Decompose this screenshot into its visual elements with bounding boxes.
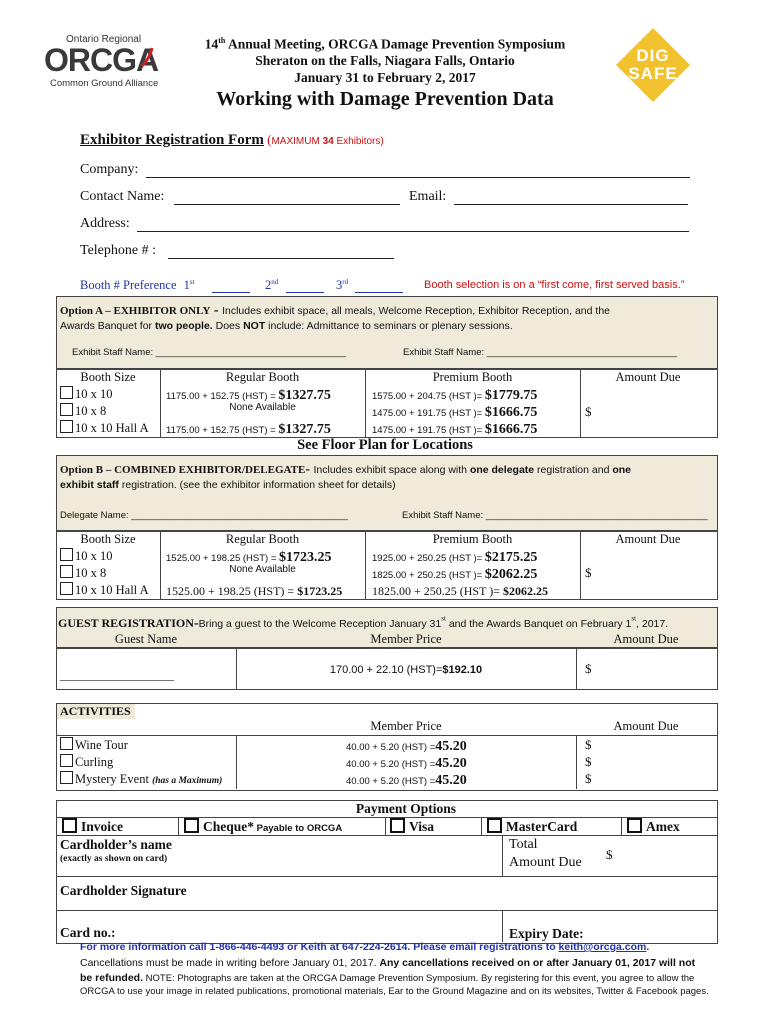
option-b-desc-2 [60,479,396,491]
meeting-sup: th [218,36,226,45]
dig-safe-line2: SAFE [628,64,678,83]
address-field[interactable] [137,231,689,232]
booth-pref-1-field[interactable] [212,292,250,293]
booth-size: 10 x 10 [75,387,113,401]
activity-note: (has a Maximum) [152,776,223,786]
prem-price-calc: 1475.00 + 191.75 (HST )= [372,425,485,436]
activity-price-total: 45.20 [435,739,467,754]
option-a-col-premium: Premium Booth [432,370,513,384]
checkbox[interactable] [60,386,73,399]
guest-desc [58,614,668,632]
guest-col-amount: Amount Due [613,632,679,646]
footer-cancel-a: Cancellations must be made in writing before January 01, 2017. [80,957,380,969]
guest-col-price: Member Price [370,632,442,646]
option-b-dash: - [305,462,314,477]
prem-price-calc: 1825.00 + 250.25 (HST )= [372,584,503,598]
option-a-row-2 [60,403,106,419]
prem-price-total: $2062.25 [484,567,538,582]
meeting-number: 14 [204,36,219,52]
option-b-desc2b: registration. (see the exhibitor information sheet for details) [118,479,396,491]
first-num: 1 [183,278,190,293]
option-a-reg-3 [166,420,331,438]
cardholder-name-note: (exactly as shown on card) [60,854,168,864]
third-sup: rd [342,278,349,286]
footer-cancellation [80,957,695,969]
amex-checkbox[interactable] [627,818,642,833]
expiry-date-label: Expiry Date: [509,926,584,941]
option-b-label: Option B – COMBINED EXHIBITOR/DELEGATE [60,464,306,476]
checkbox[interactable] [60,582,73,595]
option-a-label: Option A – EXHIBITOR ONLY [60,305,211,317]
payment-cheque[interactable] [184,818,342,835]
form-heading-line [80,132,384,149]
prem-price-calc: 1925.00 + 250.25 (HST )= [372,553,485,564]
prem-price-calc: 1825.00 + 250.25 (HST )= [372,570,485,581]
reg-price-total: $1327.75 [278,388,331,403]
activity-curling [60,754,113,770]
option-a-desc1: Includes exhibit space, all meals, Welcome Reception, Exhibitor Reception, and the [222,305,610,317]
checkbox[interactable] [60,771,73,784]
checkbox[interactable] [60,403,73,416]
cardholder-name-field[interactable] [190,838,490,872]
reg-price-total: $1723.25 [297,584,343,598]
option-b-staff-field[interactable]: Exhibit Staff Name: __________________________________________ [402,510,708,521]
activity-name: Wine Tour [75,738,128,752]
reg-price-total: $1327.75 [278,422,331,437]
dig-safe-line1: DIG [636,46,670,65]
option-b-reg-2: None Available [229,564,296,575]
guest-label: GUEST REGISTRATION [58,616,194,630]
card-number-label: Card no.: [60,925,116,940]
option-b-col-amount: Amount Due [615,532,681,546]
activity-name: Mystery Event [75,772,153,786]
option-a-row-1 [60,386,113,402]
reg-price-calc: 1525.00 + 198.25 (HST) = [166,584,298,598]
max-open: ( [263,132,272,147]
guest-price-total: $192.10 [442,664,483,676]
meeting-rest: Annual Meeting, ORCGA Damage Prevention Symposium [225,36,566,52]
max-number: 34 [322,136,334,147]
activities-label: ACTIVITIES [60,704,131,718]
activity-name: Curling [75,755,114,769]
visa-checkbox[interactable] [390,818,405,833]
prem-price-calc: 1575.00 + 204.75 (HST )= [372,391,485,402]
first-sup: st [189,278,195,286]
prem-price-total: $1779.75 [484,388,538,403]
checkbox[interactable] [60,565,73,578]
activity-price-1 [346,737,467,755]
activity-amount-3[interactable]: $ [585,771,592,786]
option-a-desc2a: Awards Banquet for [60,320,155,332]
amex-label: Amex [646,819,680,834]
reg-price-calc: 1175.00 + 152.75 (HST) = [166,425,279,436]
checkbox[interactable] [60,754,73,767]
address-label: Address: [80,216,130,231]
logo-top-text: Ontario Regional [66,34,142,45]
footer-email-link[interactable]: keith@orcga.com [558,941,647,953]
cheque-checkbox[interactable] [184,818,199,833]
activity-price-calc: 40.00 + 5.20 (HST) = [346,759,436,770]
guest-price [236,660,576,678]
venue-line: Sheraton on the Falls, Niagara Falls, Ontario [255,53,515,68]
footer-info [80,941,649,953]
prem-price-total: $2175.25 [484,550,538,565]
max-close: Exhibitors) [333,136,384,147]
footer-photo-note: NOTE: Photographs are taken at the ORCGA Damage Prevention Symposium. By registering for this event, you agree to allow the [143,973,695,984]
option-a-desc-2 [60,320,513,332]
payment-title: Payment Options [355,801,457,816]
payment-visa[interactable] [390,818,434,835]
guest-desc-a: Bring a guest to the Welcome Reception January 31 [198,618,442,630]
checkbox[interactable] [60,420,73,433]
option-b-row-3 [60,582,149,598]
option-a-prem-3 [372,420,537,438]
activity-mystery [60,771,222,787]
footer-cancel-b: Any cancellations received on or after January 01, 2017 will not [379,957,696,969]
booth-size: 10 x 10 Hall A [75,583,149,597]
option-a-col-size: Booth Size [80,370,136,384]
guest-sup-2: st [631,614,637,623]
company-field[interactable] [146,177,690,178]
option-a-staff-2[interactable]: Exhibit Staff Name: ____________________________________ [403,347,677,358]
signature-label: Cardholder Signature [60,883,187,898]
footer-note-2: ORCGA to use your image in related publications, promotional materials, Ear to the Ground Magazine and on its websites, Twitter & Facebook pages. [80,986,709,997]
cardholder-name-label: Cardholder’s name [60,837,172,852]
activity-price-calc: 40.00 + 5.20 (HST) = [346,742,436,753]
meeting-line [160,36,610,53]
prem-price-calc: 1475.00 + 191.75 (HST )= [372,408,485,419]
third-num: 3 [336,278,343,293]
option-a-prem-2 [372,403,537,421]
option-a-desc2c: Does [212,320,244,332]
option-a-desc2b: two people. [154,320,213,332]
telephone-field[interactable] [168,258,394,259]
option-b-reg-3 [166,582,342,600]
cheque-note: Payable to ORCGA [254,823,343,834]
option-a-desc2d: NOT [243,320,266,332]
total-amount-field[interactable]: $ [606,847,613,862]
reg-price-calc: 1175.00 + 152.75 (HST) = [166,391,279,402]
visa-label: Visa [409,819,435,834]
activity-amount-1[interactable]: $ [585,737,592,752]
footer-info-end: . [646,941,650,953]
option-a-staff-1[interactable]: Exhibit Staff Name: ____________________________________ [72,347,346,358]
activity-price-calc: 40.00 + 5.20 (HST) = [346,776,436,787]
option-b-row-1 [60,548,113,564]
invoice-label: Invoice [81,819,123,834]
option-b-row-2 [60,565,106,581]
max-text: MAXIMUM [271,136,323,147]
company-label: Company: [80,162,139,177]
footer-info-text: For more information call 1-866-446-4493 or Keith at 647-224-2614. Please email registrations to [80,941,559,953]
delegate-name-field[interactable]: Delegate Name: _________________________________________ [60,510,348,521]
floor-plan-heading: See Floor Plan for Locations [297,437,473,453]
reg-price-calc: 1525.00 + 198.25 (HST) = [166,553,280,564]
option-b-desc1b: one delegate [469,464,535,476]
booth-size: 10 x 8 [75,404,107,418]
option-b-desc1c: registration and [534,464,613,476]
logo-swoosh-icon [140,46,154,68]
reg-price-total: $1723.25 [279,550,332,565]
logo-bottom-text: Common Ground Alliance [50,78,159,89]
footer-refund: be refunded. [80,972,144,984]
booth-pref-3-field[interactable] [355,292,403,293]
booth-pref-2-field[interactable] [286,292,324,293]
activity-price-total: 45.20 [435,773,467,788]
option-a-col-regular: Regular Booth [225,370,300,384]
prem-price-total: $1666.75 [484,405,538,420]
guest-desc-b: and the Awards Banquet on February 1 [445,618,632,630]
cheque-label: Cheque* [203,819,255,834]
form-heading: Exhibitor Registration Form [80,132,264,148]
second-num: 2 [265,278,272,293]
option-a-dash: - [210,303,223,318]
booth-note: Booth selection is on a “first come, first served basis.” [424,279,685,291]
option-b-col-regular: Regular Booth [225,532,300,546]
signature-field[interactable] [200,880,700,906]
orcga-logo [42,34,162,94]
option-a-prem-1 [372,386,537,404]
mastercard-checkbox[interactable] [487,818,502,833]
option-b-desc2a: exhibit staff [60,479,119,491]
booth-pref-label: Booth # Preference [80,278,177,293]
guest-col-name: Guest Name [114,632,178,646]
payment-mastercard[interactable] [487,818,577,835]
activity-wine-tour [60,737,128,753]
email-label: Email: [409,189,447,204]
second-sup: nd [271,278,279,286]
option-b-amount-due[interactable]: $ [585,565,592,580]
activity-price-total: 45.20 [435,756,467,771]
second-choice [265,278,278,293]
guest-dash: - [193,616,199,631]
total-label: Total [509,837,538,852]
prem-price-total: $1666.75 [484,422,538,437]
guest-price-calc: 170.00 + 22.10 (HST)= [329,664,443,676]
guest-amount-due[interactable]: $ [585,661,592,676]
mastercard-label: MasterCard [506,819,578,834]
amount-due-label: Amount Due [509,855,582,870]
booth-size: 10 x 10 [75,549,113,563]
option-b-desc1a: Includes exhibit space along with [313,464,470,476]
option-b-prem-1 [372,548,537,566]
option-b-desc1d: one [612,464,632,476]
prem-price-total: $2062.25 [502,584,548,598]
payment-amex[interactable] [627,818,680,835]
option-a-reg-2: None Available [229,402,296,413]
booth-size: 10 x 10 Hall A [75,421,149,435]
contact-label: Contact Name: [80,189,165,204]
option-b-prem-2 [372,565,537,583]
activities-col-amount: Amount Due [613,719,679,733]
checkbox[interactable] [60,737,73,750]
activity-price-3 [346,771,467,789]
telephone-label: Telephone # : [80,243,156,258]
option-a-desc2e: include: Admittance to seminars or plenary sessions. [265,320,513,332]
logo-main-text: ORCGA [44,42,159,78]
activity-price-2 [346,754,467,772]
card-number-field[interactable] [130,914,490,940]
checkbox[interactable] [60,548,73,561]
guest-desc-c: , 2017. [636,618,669,630]
option-a-row-3 [60,420,149,436]
booth-preference-row [80,278,195,293]
option-b-desc-1 [60,462,631,478]
payment-invoice[interactable] [62,818,123,835]
activity-amount-2[interactable]: $ [585,754,592,769]
option-b-col-premium: Premium Booth [432,532,513,546]
booth-size: 10 x 8 [75,566,107,580]
option-a-amount-due[interactable]: $ [585,404,592,419]
option-a-desc-1 [60,303,610,319]
dates-line: January 31 to February 2, 2017 [294,70,476,85]
invoice-checkbox[interactable] [62,818,77,833]
email-field[interactable] [454,204,688,205]
option-a-col-amount: Amount Due [615,370,681,384]
guest-name-field[interactable]: ___________________ [60,668,174,682]
option-b-prem-3 [372,582,548,600]
footer-note [80,972,694,984]
company-row [80,162,138,178]
contact-field[interactable] [174,204,400,205]
page-title: Working with Damage Prevention Data [216,88,554,110]
guest-sup-1: st [441,614,446,623]
activities-col-price: Member Price [370,719,442,733]
option-b-col-size: Booth Size [80,532,136,546]
third-choice [336,278,348,293]
